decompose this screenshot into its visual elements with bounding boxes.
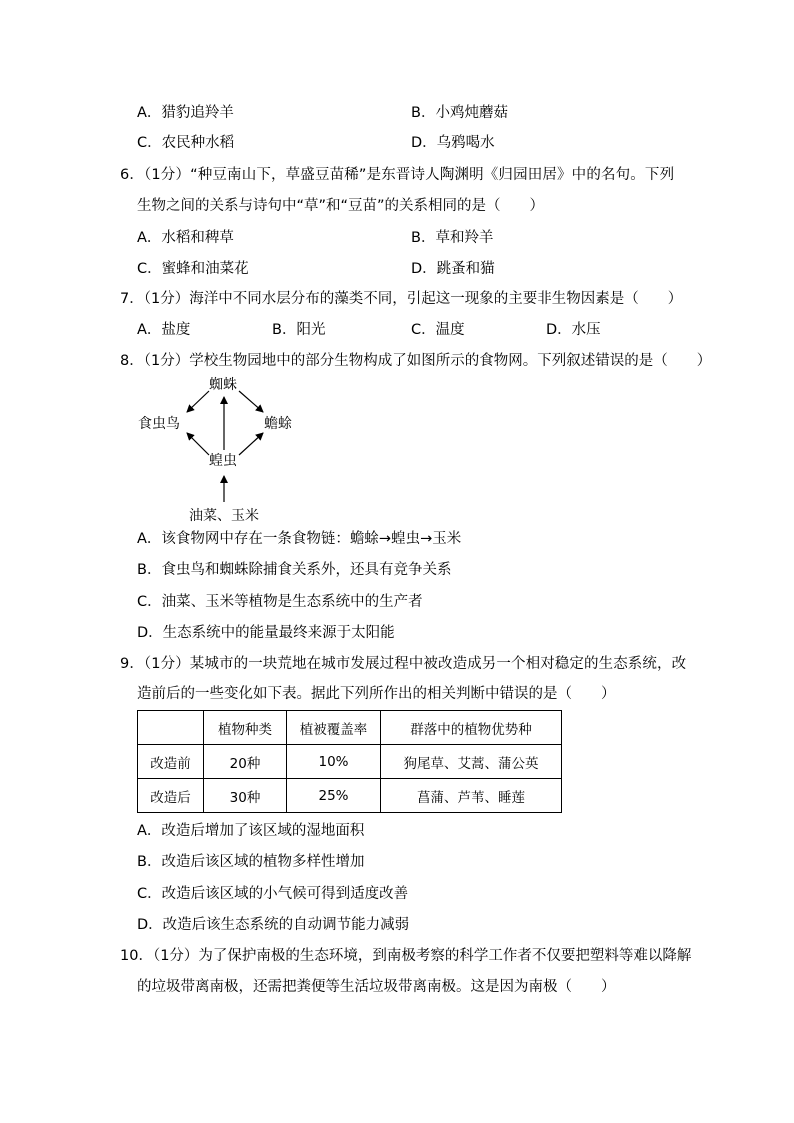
table-cell: 狗尾草、艾蒿、蒲公英: [381, 745, 562, 779]
table-cell: 菖蒲、芦苇、睡莲: [381, 779, 562, 813]
q6-option-d: D．跳蚤和猫: [411, 261, 495, 277]
table-header-cell: 植被覆盖率: [287, 711, 381, 745]
q9-stem-line2: 造前后的一些变化如下表。据此下列所作出的相关判断中错误的是（ ）: [137, 686, 616, 702]
q6-stem-line2: 生物之间的关系与诗句中“草”和“豆苗”的关系相同的是（ ）: [137, 198, 545, 214]
table-cell: 25%: [287, 779, 381, 813]
node-insectivorous-bird: 食虫鸟: [138, 416, 180, 432]
arrow-locust-to-bird: [187, 433, 209, 455]
q6-option-a: A．水稻和稗草: [137, 230, 234, 246]
table-cell: 改造后: [138, 779, 204, 813]
q9-option-b: B．改造后该区域的植物多样性增加: [137, 854, 365, 870]
q8-option-c: C．油菜、玉米等植物是生态系统中的生产者: [137, 594, 423, 610]
table-cell: 20种: [204, 745, 287, 779]
q6-option-c: C．蜜蜂和油菜花: [137, 261, 249, 277]
q9-data-table: [137, 710, 562, 813]
arrow-spider-to-toad: [239, 391, 263, 412]
node-spider: 蜘蛛: [209, 377, 237, 393]
q5-option-b: B．小鸡炖蘑菇: [411, 105, 508, 121]
q6-stem-line1: 6．（1分）“种豆南山下，草盛豆苗稀”是东晋诗人陶渊明《归园田居》中的名句。下列: [120, 167, 675, 183]
table-header-cell: 群落中的植物优势种: [381, 711, 562, 745]
q5-option-c: C．农民种水稻: [137, 135, 235, 151]
q10-stem-line2: 的垃圾带离南极，还需把粪便等生活垃圾带离南极。这是因为南极（ ）: [137, 979, 616, 995]
q7-option-b: B．阳光: [272, 322, 326, 338]
q5-option-d: D．乌鸦喝水: [411, 135, 495, 151]
table-row: [138, 745, 562, 779]
node-plants: 油菜、玉米: [189, 508, 259, 524]
q9-option-c: C．改造后该区域的小气候可得到适度改善: [137, 886, 409, 902]
table-header-cell: [138, 711, 204, 745]
table-cell: 10%: [287, 745, 381, 779]
q7-option-a: A．盐度: [137, 322, 191, 338]
q8-stem: 8．（1分）学校生物园地中的部分生物构成了如图所示的食物网。下列叙述错误的是（ ）: [120, 353, 712, 369]
q7-option-d: D．水压: [546, 322, 601, 338]
table-cell: 改造前: [138, 745, 204, 779]
q7-stem: 7．（1分）海洋中不同水层分布的藻类不同，引起这一现象的主要非生物因素是（ ）: [120, 291, 683, 307]
arrow-locust-to-toad: [239, 433, 263, 455]
q8-option-b: B．食虫鸟和蜘蛛除捕食关系外，还具有竞争关系: [137, 562, 452, 578]
table-header-row: [138, 711, 562, 745]
q10-stem-line1: 10．（1分）为了保护南极的生态环境，到南极考察的科学工作者不仅要把塑料等难以降解: [120, 948, 692, 964]
q5-option-a: A．猎豹追羚羊: [137, 105, 234, 121]
arrow-spider-to-bird: [187, 391, 209, 412]
node-locust: 蝗虫: [209, 453, 237, 469]
q9-option-d: D．改造后该生态系统的自动调节能力减弱: [137, 917, 410, 933]
q8-option-d: D．生态系统中的能量最终来源于太阳能: [137, 625, 395, 641]
table-header-cell: 植物种类: [204, 711, 287, 745]
q9-stem-line1: 9．（1分）某城市的一块荒地在城市发展过程中被改造成另一个相对稳定的生态系统，改: [120, 656, 687, 672]
node-toad: 蟾蜍: [264, 416, 292, 432]
q7-option-c: C．温度: [411, 322, 465, 338]
q6-option-b: B．草和羚羊: [411, 230, 494, 246]
table-cell: 30种: [204, 779, 287, 813]
q8-option-a: A．该食物网中存在一条食物链：蟾蜍→蝗虫→玉米: [137, 531, 462, 547]
table-row: [138, 779, 562, 813]
q9-option-a: A．改造后增加了该区域的湿地面积: [137, 823, 365, 839]
